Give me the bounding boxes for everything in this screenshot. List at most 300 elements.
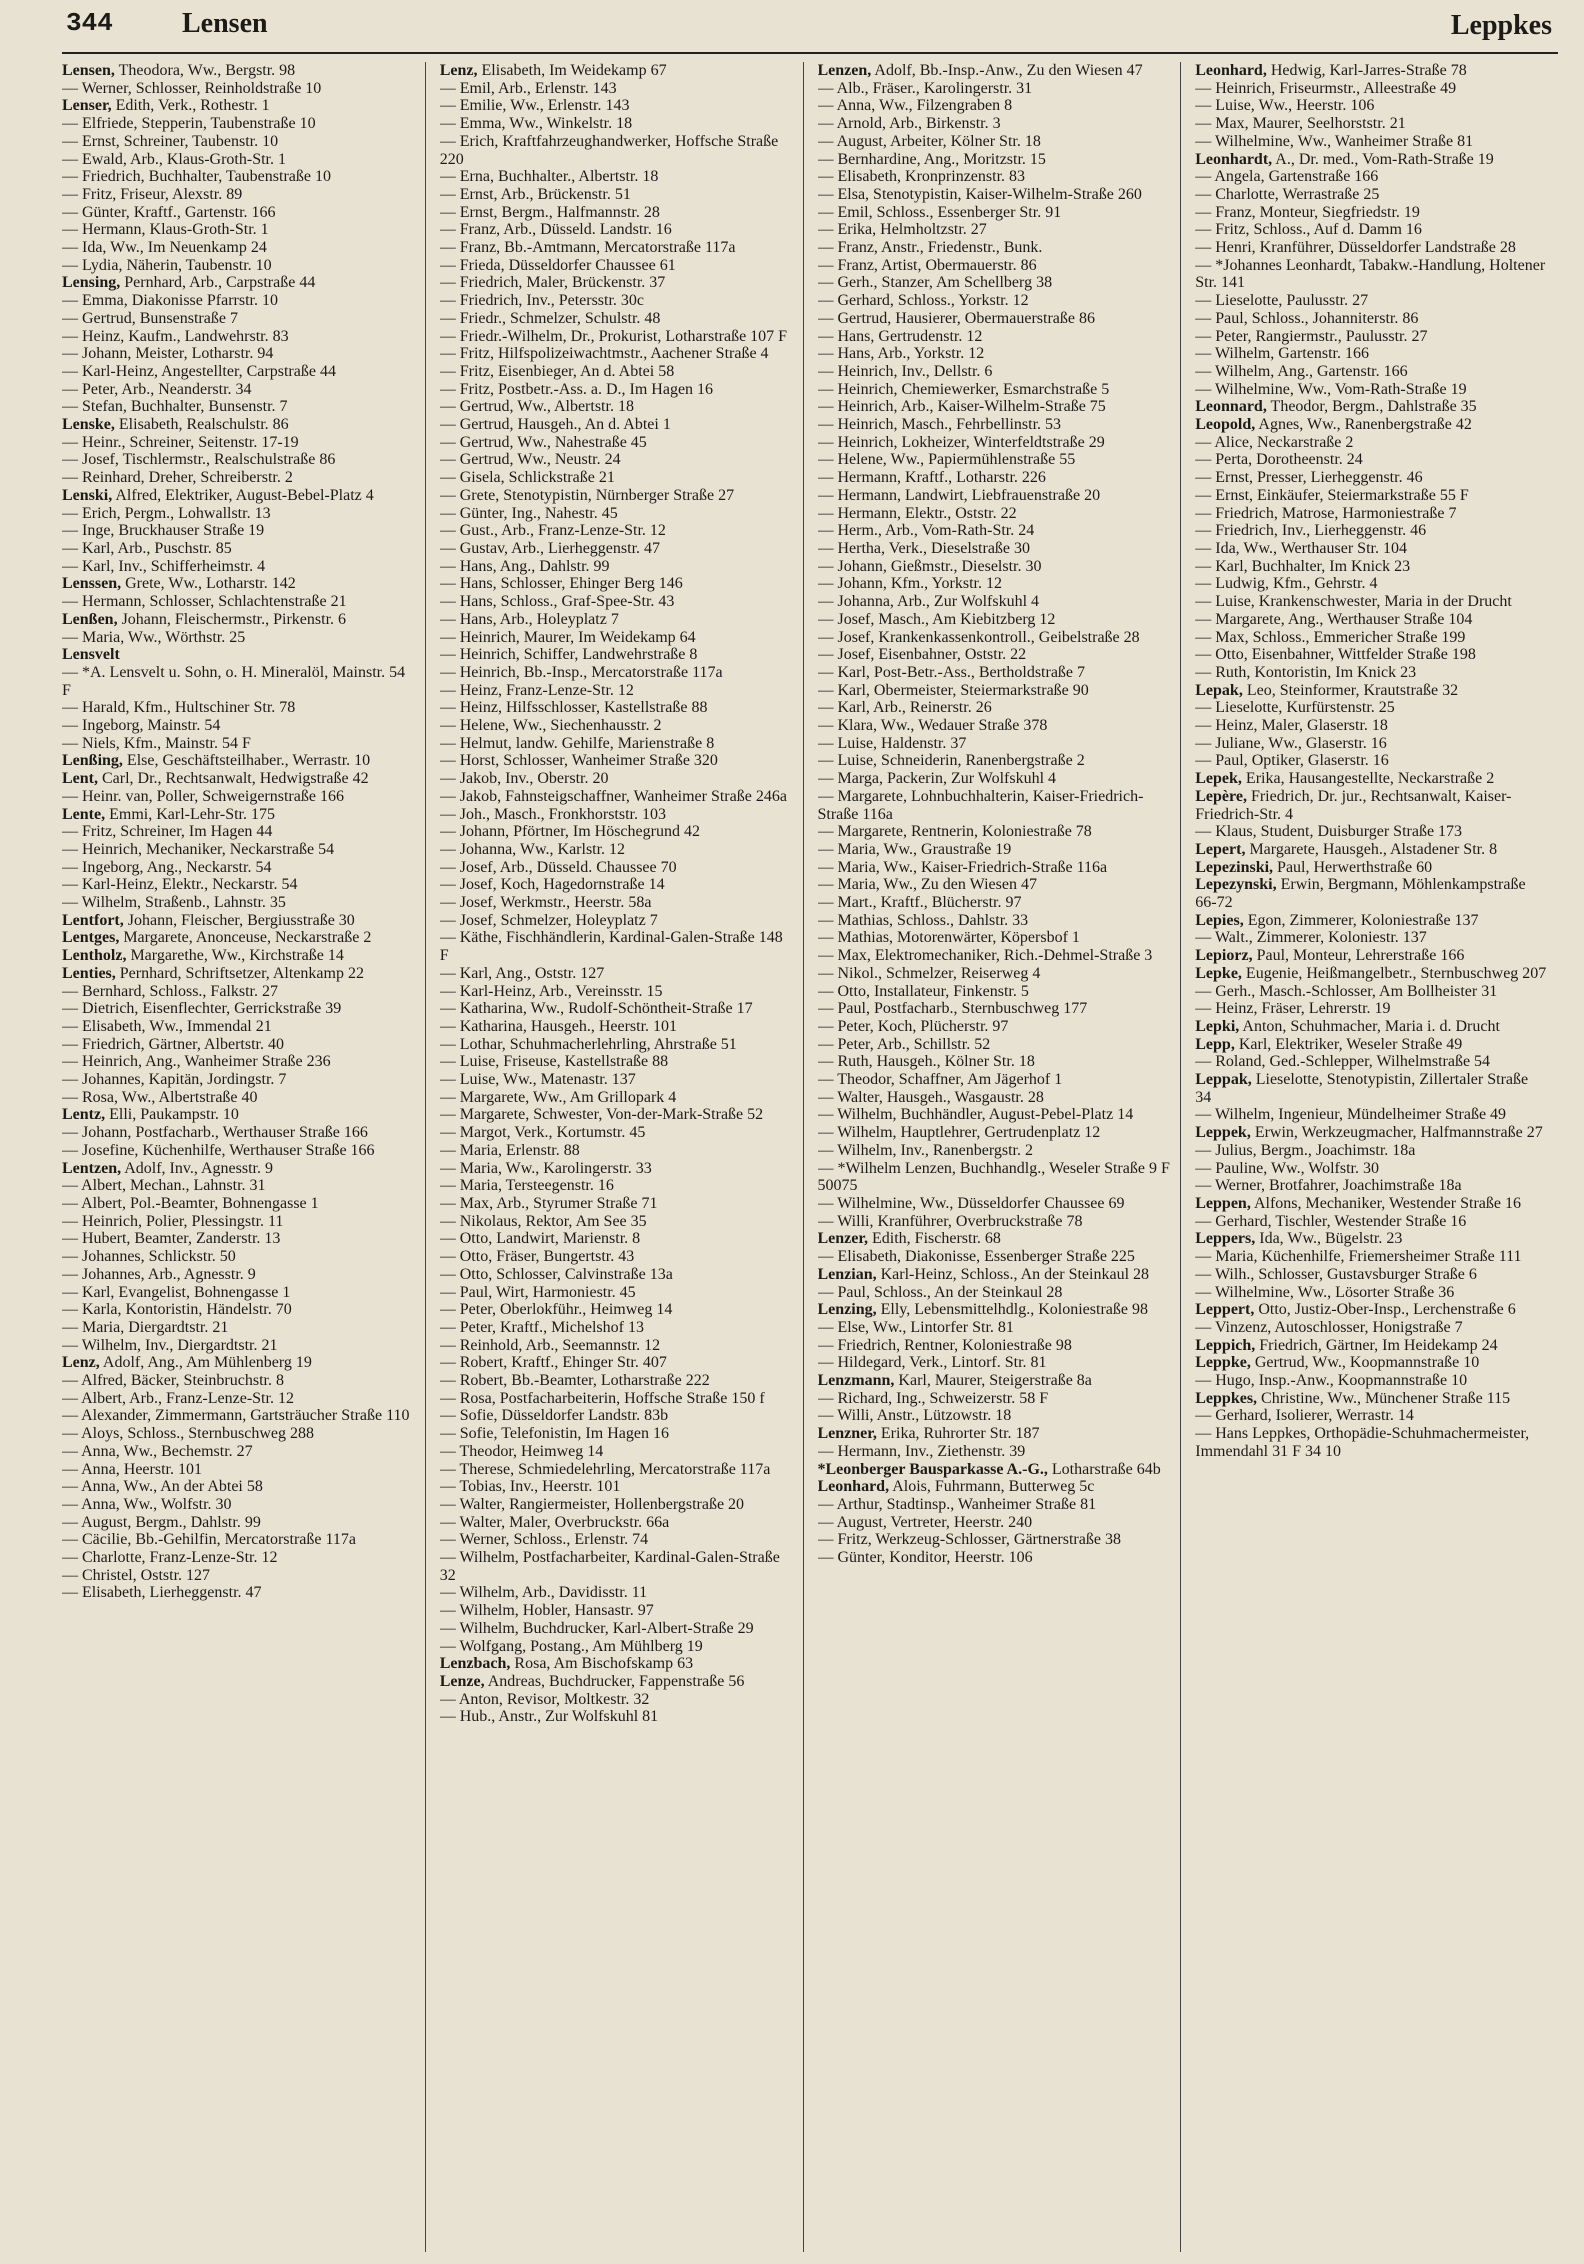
directory-entry: — Wilhelm, Ingenieur, Mündelheimer Straße 49 (1195, 1106, 1507, 1124)
directory-entry: — Heinrich, Bb.-Insp., Mercatorstraße 117a (439, 663, 723, 681)
directory-entry: — Katharina, Ww., Rudolf-Schöntheit-Straße 17 (439, 1000, 753, 1018)
directory-entry: Lenzbach, Rosa, Am Bischofskamp 63 (439, 1655, 694, 1673)
directory-entry: — Karl-Heinz, Arb., Vereinsstr. 15 (439, 982, 663, 1000)
directory-entry: — Henri, Kranführer, Düsseldorfer Landstraße 28 (1195, 239, 1516, 257)
directory-entry: — Alfred, Bäcker, Steinbruchstr. 8 (62, 1372, 284, 1390)
directory-entry: — Grete, Stenotypistin, Nürnberger Straße 27 (439, 486, 735, 504)
directory-entry: — *Wilhelm Lenzen, Buchhandlg., Weseler Straße 9 F 50075 (817, 1159, 1170, 1195)
directory-entry: — Max, Elektromechaniker, Rich.-Dehmel-Straße 3 (817, 947, 1153, 965)
directory-entry: — Albert, Pol.-Beamter, Bohnengasse 1 (62, 1195, 319, 1212)
directory-entry: Leonnard, Theodor, Bergm., Dahlstraße 35 (1195, 398, 1477, 416)
directory-entry: — Ida, Ww., Im Neuenkamp 24 (62, 239, 267, 257)
directory-entry: — Gertrud, Ww., Neustr. 24 (439, 451, 621, 469)
directory-entry: — Wilhelm, Buchdrucker, Karl-Albert-Straße 29 (439, 1619, 754, 1637)
directory-entry: — Johanna, Arb., Zur Wolfskuhl 4 (817, 593, 1040, 611)
directory-entry: Lepert, Margarete, Hausgeh., Alstadener Str. 8 (1195, 840, 1498, 858)
directory-entry: — Gertrud, Ww., Albertstr. 18 (439, 398, 634, 416)
directory-entry: — Heinrich, Chemiewerker, Esmarchstraße 5 (817, 380, 1110, 398)
directory-entry: — Maria, Ww., Zu den Wiesen 47 (817, 876, 1037, 894)
directory-entry: — Fritz, Schloss., Auf d. Damm 16 (1195, 221, 1422, 239)
directory-entry: — Werner, Schloss., Erlenstr. 74 (439, 1531, 649, 1549)
directory-entry: — Josef, Tischlermstr., Realschulstraße 86 (62, 451, 336, 469)
directory-entry: — Robert, Bb.-Beamter, Lotharstraße 222 (439, 1372, 710, 1390)
directory-entry: — Johannes, Schlickstr. 50 (62, 1248, 236, 1266)
directory-entry: — Heinrich, Maurer, Im Weidekamp 64 (439, 628, 696, 646)
directory-entry: — Lydia, Näherin, Taubenstr. 10 (62, 256, 272, 274)
directory-entry: — Charlotte, Werrastraße 25 (1195, 185, 1380, 203)
directory-entry: — Margarete, Lohnbuchhalterin, Kaiser-Friedrich-Straße 116a (817, 787, 1144, 823)
directory-entry: Lenzmann, Karl, Maurer, Steigerstraße 8a (817, 1372, 1092, 1390)
directory-entry: — Hildegard, Verk., Lintorf. Str. 81 (817, 1354, 1047, 1372)
directory-entry: — Gerh., Masch.-Schlosser, Am Bollheister 31 (1195, 982, 1498, 1000)
directory-entry: Leopold, Agnes, Ww., Ranenbergstraße 42 (1195, 416, 1472, 434)
directory-entry: — Anna, Heerstr. 101 (62, 1460, 202, 1478)
directory-entry: — Tobias, Inv., Heerstr. 101 (439, 1478, 621, 1496)
directory-entry: — Maria, Ww., Karolingerstr. 33 (439, 1159, 652, 1177)
directory-entry: — Peter, Rangiermstr., Paulusstr. 27 (1195, 327, 1428, 345)
directory-entry: — Erna, Buchhalter., Albertstr. 18 (439, 168, 659, 186)
directory-entry: — Emma, Diakonisse Pfarrstr. 10 (62, 292, 278, 310)
directory-entry: — Luise, Ww., Heerstr. 106 (1195, 97, 1375, 115)
directory-entry: — Gertrud, Bunsenstraße 7 (62, 309, 238, 327)
directory-entry: Lenzner, Erika, Ruhrorter Str. 187 (817, 1425, 1040, 1443)
directory-entry: — Wilhelm, Hauptlehrer, Gertrudenplatz 12 (817, 1124, 1101, 1142)
directory-entry: — Hermann, Klaus-Groth-Str. 1 (62, 221, 269, 239)
directory-entry: — Günter, Konditor, Heerstr. 106 (817, 1549, 1033, 1567)
directory-entry: Lentges, Margarete, Anonceuse, Neckarstraße 2 (62, 929, 372, 947)
directory-entry: — Paul, Postfacharb., Sternbuschweg 177 (817, 1000, 1088, 1018)
directory-entry: — Ruth, Kontoristin, Im Knick 23 (1195, 663, 1417, 681)
directory-entry: — Helene, Ww., Siechenhausstr. 2 (439, 717, 662, 735)
directory-entry: — Elisabeth, Diakonisse, Essenberger Straße 225 (817, 1248, 1135, 1266)
directory-entry: — Mathias, Schloss., Dahlstr. 33 (817, 911, 1029, 929)
directory-entry: Lenski, Alfred, Elektriker, August-Bebel-Platz 4 (62, 486, 374, 504)
directory-entry: — Alice, Neckarstraße 2 (1195, 433, 1354, 451)
directory-entry: — Charlotte, Franz-Lenze-Str. 12 (62, 1549, 278, 1567)
directory-entry: — Peter, Kraftf., Michelshof 13 (439, 1318, 644, 1336)
directory-entry: — Hermann, Schlosser, Schlachtenstraße 21 (62, 593, 347, 611)
directory-entry: — Aloys, Schloss., Sternbuschweg 288 (62, 1425, 314, 1443)
directory-entry: — Wilhelm, Buchhändler, August-Pebel-Platz 14 (817, 1106, 1134, 1124)
directory-entry: — Klara, Ww., Wedauer Straße 378 (817, 717, 1048, 735)
directory-entry: — Fritz, Eisenbieger, An d. Abtei 58 (439, 362, 675, 380)
directory-entry: — Maria, Ww., Graustraße 19 (817, 840, 1012, 858)
directory-entry: — Vinzenz, Autoschlosser, Honigstraße 7 (1195, 1318, 1463, 1336)
directory-entry: — Robert, Kraftf., Ehinger Str. 407 (439, 1354, 667, 1372)
directory-entry: — Heinrich, Inv., Dellstr. 6 (817, 362, 993, 380)
directory-entry: — Friedrich, Inv., Petersstr. 30c (439, 292, 645, 310)
directory-entry: — Otto, Fräser, Bungertstr. 43 (439, 1248, 635, 1266)
directory-entry: — Peter, Koch, Plücherstr. 97 (817, 1017, 1009, 1035)
directory-entry: — Therese, Schmiedelehrling, Mercatorstraße 117a (439, 1460, 771, 1478)
directory-entry: — Hermann, Inv., Ziethenstr. 39 (817, 1442, 1026, 1460)
directory-entry: — Walter, Maler, Overbruckstr. 66a (439, 1513, 670, 1531)
directory-entry: — Lothar, Schuhmacherlehrling, Ahrstraße 51 (439, 1035, 737, 1053)
directory-entry: — Karl, Inv., Schifferheimstr. 4 (62, 557, 266, 575)
directory-entry: — Heinz, Fräser, Lehrerstr. 19 (1195, 1000, 1391, 1018)
directory-entry: — Peter, Arb., Neanderstr. 34 (62, 380, 252, 398)
directory-entry: Lentzen, Adolf, Inv., Agnesstr. 9 (62, 1159, 273, 1177)
directory-entry: Lepies, Egon, Zimmerer, Koloniestraße 137 (1195, 911, 1479, 929)
directory-entry: Lenzian, Karl-Heinz, Schloss., An der Steinkaul 28 (817, 1265, 1150, 1283)
directory-entry: Lenssen, Grete, Ww., Lotharstr. 142 (62, 575, 296, 593)
directory-entry: — Gertrud, Hausierer, Obermauerstraße 86 (817, 309, 1095, 327)
directory-entry: — Erika, Helmholtzstr. 27 (817, 221, 987, 239)
directory-entry: — Heinrich, Mechaniker, Neckarstraße 54 (62, 840, 335, 858)
directory-entry: Leonhard, Hedwig, Karl-Jarres-Straße 78 (1195, 62, 1467, 79)
directory-entry: — Paul, Schloss., An der Steinkaul 28 (817, 1283, 1063, 1301)
directory-entry: — Angela, Gartenstraße 166 (1195, 168, 1379, 186)
directory-entry: — Werner, Schlosser, Reinholdstraße 10 (62, 79, 322, 97)
directory-entry: Lenzing, Elly, Lebensmittelhdlg., Koloniestraße 98 (817, 1301, 1148, 1319)
directory-entry: — Hans, Ang., Dahlstr. 99 (439, 557, 610, 575)
directory-entry: — Jakob, Inv., Oberstr. 20 (439, 770, 609, 788)
directory-entry: — Pauline, Ww., Wolfstr. 30 (1195, 1159, 1379, 1177)
directory-entry: Lenz, Adolf, Ang., Am Mühlenberg 19 (62, 1354, 312, 1372)
directory-entry: — Fritz, Friseur, Alexstr. 89 (62, 185, 243, 203)
directory-entry: — Hertha, Verk., Dieselstraße 30 (817, 539, 1031, 557)
directory-entry: — Karl, Arb., Reinerstr. 26 (817, 699, 992, 717)
directory-entry: — Hans, Arb., Holeyplatz 7 (439, 610, 619, 628)
directory-entry: — Fritz, Werkzeug-Schlosser, Gärtnerstraße 38 (817, 1531, 1121, 1549)
directory-entry: — Margot, Verk., Kortumstr. 45 (439, 1124, 646, 1142)
directory-entry: — Hermann, Kraftf., Lotharstr. 226 (817, 469, 1046, 487)
directory-entry: — Johann, Postfacharb., Werthauser Straße 166 (62, 1124, 368, 1142)
column-4 (1195, 62, 1558, 2252)
directory-entry: — Paul, Wirt, Harmoniestr. 45 (439, 1283, 636, 1301)
directory-entry: — Hans, Schloss., Graf-Spee-Str. 43 (439, 593, 675, 611)
directory-entry: Lepiorz, Paul, Monteur, Lehrerstraße 166 (1195, 947, 1465, 965)
directory-entry: — Arnold, Arb., Birkenstr. 3 (817, 115, 1001, 133)
directory-entry: — Elsa, Stenotypistin, Kaiser-Wilhelm-Straße 260 (817, 185, 1142, 203)
directory-entry: — Walter, Hausgeh., Wasgaustr. 28 (817, 1088, 1044, 1106)
directory-entry: — Helene, Ww., Papiermühlenstraße 55 (817, 451, 1076, 469)
directory-entry: Leonhardt, A., Dr. med., Vom-Rath-Straße 19 (1195, 150, 1494, 168)
directory-entry: — Otto, Schlosser, Calvinstraße 13a (439, 1265, 673, 1283)
directory-entry: — Maria, Erlenstr. 88 (439, 1141, 580, 1159)
directory-entry: Lepke, Eugenie, Heißmangelbetr., Sternbuschweg 207 (1195, 964, 1547, 982)
directory-entry: Lepki, Anton, Schuhmacher, Maria i. d. Drucht (1195, 1017, 1500, 1035)
directory-entry: — Maria, Ww., Kaiser-Friedrich-Straße 116a (817, 858, 1108, 876)
directory-entry: — Günter, Ing., Nahestr. 45 (439, 504, 618, 522)
directory-entry: — Josefine, Küchenhilfe, Werthauser Straße 166 (62, 1141, 375, 1159)
directory-entry: Lentholz, Margarethe, Ww., Kirchstraße 14 (62, 947, 344, 965)
directory-entry: — Hugo, Insp.-Anw., Koopmannstraße 10 (1195, 1372, 1468, 1390)
directory-entry: — Walt., Zimmerer, Koloniestr. 137 (1195, 929, 1427, 947)
directory-entry: Leppkes, Christine, Ww., Münchener Straße 115 (1195, 1389, 1511, 1407)
directory-entry: — Maria, Diergardtstr. 21 (62, 1318, 229, 1336)
directory-entry: — Lieselotte, Paulusstr. 27 (1195, 292, 1369, 310)
directory-entry: — Elisabeth, Ww., Immendal 21 (62, 1017, 272, 1035)
directory-entry: Lepezinski, Paul, Herwerthstraße 60 (1195, 858, 1433, 876)
directory-entry: — Julius, Bergm., Joachimstr. 18a (1195, 1141, 1416, 1159)
directory-entry: — Margarete, Ww., Am Grillopark 4 (439, 1088, 677, 1106)
directory-entry: — Reinhold, Arb., Seemannstr. 12 (439, 1336, 661, 1354)
directory-entry: — Heinz, Maler, Glaserstr. 18 (1195, 717, 1388, 735)
directory-entry: — Wilhelmine, Ww., Vom-Rath-Straße 19 (1195, 380, 1467, 398)
directory-entry: — Ernst, Arb., Brückenstr. 51 (439, 185, 631, 203)
directory-entry: — Heinrich, Lokheizer, Winterfeldtstraße 29 (817, 433, 1105, 451)
directory-entry: — Karl, Arb., Puschstr. 85 (62, 539, 232, 557)
directory-entry: — Otto, Landwirt, Marienstr. 8 (439, 1230, 641, 1248)
directory-entry: — Heinz, Kaufm., Landwehrstr. 83 (62, 327, 289, 345)
directory-entry: — Karl, Obermeister, Steiermarkstraße 90 (817, 681, 1089, 699)
directory-entry: Leppert, Otto, Justiz-Ober-Insp., Lerchenstraße 6 (1195, 1301, 1516, 1319)
page-header (62, 8, 1558, 54)
directory-entry: — Karla, Kontoristin, Händelstr. 70 (62, 1301, 292, 1319)
directory-entry: — Arthur, Stadtinsp., Wanheimer Straße 81 (817, 1495, 1097, 1513)
directory-entry: — Wilhelmine, Ww., Wanheimer Straße 81 (1195, 132, 1474, 150)
page-number: 344 (66, 8, 113, 38)
directory-entry: — Willi, Anstr., Lützowstr. 18 (817, 1407, 1012, 1425)
directory-entry: — Albert, Mechan., Lahnstr. 31 (62, 1177, 266, 1195)
directory-entry: — Elisabeth, Lierheggenstr. 47 (62, 1584, 262, 1602)
directory-entry: — Karl, Evangelist, Bohnengasse 1 (62, 1283, 291, 1301)
directory-entry: Lenz, Elisabeth, Im Weidekamp 67 (439, 62, 667, 79)
directory-entry: — Friedrich, Gärtner, Albertstr. 40 (62, 1035, 284, 1053)
directory-entry: — Johannes, Arb., Agnesstr. 9 (62, 1265, 256, 1283)
directory-entry: — Franz, Bb.-Amtmann, Mercatorstraße 117a (439, 239, 736, 257)
directory-entry: — Margarete, Rentnerin, Koloniestraße 78 (817, 823, 1092, 841)
directory-entry: *Leonberger Bausparkasse A.-G., Lotharstraße 64b (817, 1460, 1161, 1478)
directory-entry: — Rosa, Postfacharbeiterin, Hoffsche Straße 150 f (439, 1389, 765, 1407)
directory-entry: — Anna, Ww., An der Abtei 58 (62, 1478, 263, 1496)
directory-entry: — Elfriede, Stepperin, Taubenstraße 10 (62, 115, 316, 133)
directory-entry: — Hermann, Elektr., Oststr. 22 (817, 504, 1017, 522)
directory-entry: — Friedrich, Matrose, Harmoniestraße 7 (1195, 504, 1457, 522)
directory-entry: — Mathias, Motorenwärter, Köpersbof 1 (817, 929, 1080, 947)
directory-entry: — Friedr.-Wilhelm, Dr., Prokurist, Lotharstraße 107 F (439, 327, 788, 345)
directory-entry: — Frieda, Düsseldorfer Chaussee 61 (439, 256, 676, 274)
directory-entry: — Josef, Werkmstr., Heerstr. 58a (439, 894, 652, 912)
directory-entry: — Christel, Oststr. 127 (62, 1566, 211, 1584)
directory-entry: — Inge, Bruckhauser Straße 19 (62, 522, 265, 540)
directory-entry: — Ernst, Presser, Lierheggenstr. 46 (1195, 469, 1423, 487)
directory-entry: — Ingeborg, Mainstr. 54 (62, 717, 221, 735)
directory-entry: — Anna, Ww., Wolfstr. 30 (62, 1495, 232, 1513)
directory-entry: Lente, Emmi, Karl-Lehr-Str. 175 (62, 805, 275, 823)
directory-entry: — Gertrud, Ww., Nahestraße 45 (439, 433, 647, 451)
directory-entry: Lepak, Leo, Steinformer, Krautstraße 32 (1195, 681, 1459, 699)
directory-entry: — Bernhardine, Ang., Moritzstr. 15 (817, 150, 1046, 168)
directory-entry: — Gisela, Schlickstraße 21 (439, 469, 615, 487)
directory-entry: — Albert, Arb., Franz-Lenze-Str. 12 (62, 1389, 294, 1407)
directory-entry: — *A. Lensvelt u. Sohn, o. H. Mineralöl, Mainstr. 54 F (62, 663, 406, 699)
directory-entry: — Nikol., Schmelzer, Reiserweg 4 (817, 964, 1041, 982)
directory-entry: — Friedr., Schmelzer, Schulstr. 48 (439, 309, 661, 327)
directory-entry: — Wilhelm, Ang., Gartenstr. 166 (1195, 362, 1408, 380)
directory-entry: — Ingeborg, Ang., Neckarstr. 54 (62, 858, 272, 876)
directory-entry: — Max, Maurer, Seelhorststr. 21 (1195, 115, 1406, 133)
directory-entry: — Roland, Ged.-Schlepper, Wilhelmstraße 54 (1195, 1053, 1491, 1071)
directory-entry: — Johanna, Ww., Karlstr. 12 (439, 840, 626, 858)
directory-entry: — Josef, Schmelzer, Holeyplatz 7 (439, 911, 658, 929)
directory-entry: — Theodor, Schaffner, Am Jägerhof 1 (817, 1071, 1063, 1089)
directory-entry: — Ernst, Bergm., Halfmannstr. 28 (439, 203, 660, 221)
directory-entry: — Jakob, Fahnsteigschaffner, Wanheimer Straße 246a (439, 787, 787, 805)
directory-entry: — Emil, Schloss., Essenberger Str. 91 (817, 203, 1062, 221)
directory-entry: — August, Vertreter, Heerstr. 240 (817, 1513, 1033, 1531)
directory-entry: — Ruth, Hausgeh., Kölner Str. 18 (817, 1053, 1035, 1071)
header-first-entry: Lensen (182, 8, 268, 39)
directory-entry: — Karl, Ang., Oststr. 127 (439, 964, 605, 982)
directory-entry: Lenser, Edith, Verk., Rothestr. 1 (62, 97, 270, 115)
directory-entry: — Anton, Revisor, Moltkestr. 32 (439, 1690, 650, 1708)
directory-entry: — Stefan, Buchhalter, Bunsenstr. 7 (62, 398, 288, 416)
directory-entry: — Emma, Ww., Winkelstr. 18 (439, 115, 633, 133)
directory-entry: — Gustav, Arb., Lierheggenstr. 47 (439, 539, 661, 557)
directory-entry: — Hans, Schlosser, Ehinger Berg 146 (439, 575, 683, 593)
directory-entry: — Wilhelm, Postfacharbeiter, Kardinal-Galen-Straße 32 (439, 1549, 780, 1584)
directory-entry: — Günter, Kraftf., Gartenstr. 166 (62, 203, 276, 221)
directory-entry: — Josef, Masch., Am Kiebitzberg 12 (817, 610, 1056, 628)
directory-entry: Lenzen, Adolf, Bb.-Insp.-Anw., Zu den Wiesen 47 (817, 62, 1143, 79)
directory-entry: Leppers, Ida, Ww., Bügelstr. 23 (1195, 1230, 1403, 1248)
directory-entry: — Maria, Tersteegenstr. 16 (439, 1177, 614, 1195)
directory-entry: — Hans, Arb., Yorkstr. 12 (817, 345, 985, 363)
directory-entry: — Maria, Küchenhilfe, Friemersheimer Straße 111 (1195, 1248, 1522, 1266)
directory-entry: Lensvelt (62, 646, 120, 664)
directory-entry: — Johannes, Kapitän, Jordingstr. 7 (62, 1071, 287, 1089)
directory-entry: — Else, Ww., Lintorfer Str. 81 (817, 1318, 1014, 1336)
directory-entry: — Erich, Pergm., Lohwallstr. 13 (62, 504, 271, 522)
directory-entry: — Willi, Kranführer, Overbruckstraße 78 (817, 1212, 1083, 1230)
directory-entry: — Wilhelmine, Ww., Lösorter Straße 36 (1195, 1283, 1455, 1301)
directory-entry: — Josef, Arb., Düsseld. Chaussee 70 (439, 858, 677, 876)
directory-entry: — Emil, Arb., Erlenstr. 143 (439, 79, 617, 97)
directory-entry: — Josef, Krankenkassenkontroll., Geibelstraße 28 (817, 628, 1140, 646)
header-last-entry: Leppkes (1450, 10, 1552, 41)
directory-entry: — Sofie, Telefonistin, Im Hagen 16 (439, 1425, 669, 1443)
directory-entry: — Lieselotte, Kurfürstenstr. 25 (1195, 699, 1395, 717)
directory-entry: — Nikolaus, Rektor, Am See 35 (439, 1212, 647, 1230)
directory-entry: — Katharina, Hausgeh., Heerstr. 101 (439, 1017, 678, 1035)
directory-entry: — Maria, Ww., Wörthstr. 25 (62, 628, 246, 646)
directory-entry: — Richard, Ing., Schweizerstr. 58 F (817, 1389, 1049, 1407)
directory-entry: — Ernst, Schreiner, Taubenstr. 10 (62, 132, 279, 150)
directory-entry: — Horst, Schlosser, Wanheimer Straße 320 (439, 752, 718, 770)
directory-entry: — Max, Arb., Styrumer Straße 71 (439, 1195, 658, 1212)
directory-entry: — Johann, Gießmstr., Dieselstr. 30 (817, 557, 1042, 575)
directory-entry: — Wilhelm, Inv., Ranenbergstr. 2 (817, 1141, 1033, 1159)
directory-entry: — August, Arbeiter, Kölner Str. 18 (817, 132, 1041, 150)
directory-entry: — Peter, Oberlokführ., Heimweg 14 (439, 1301, 673, 1319)
directory-entry: — Heinrich, Schiffer, Landwehrstraße 8 (439, 646, 698, 664)
directory-entry: — Reinhard, Dreher, Schreiberstr. 2 (62, 469, 293, 487)
directory-entry: — Friedrich, Rentner, Koloniestraße 98 (817, 1336, 1072, 1354)
directory-entry: — Heinrich, Polier, Plessingstr. 11 (62, 1212, 284, 1230)
directory-entry: Lensing, Pernhard, Arb., Carpstraße 44 (62, 274, 316, 292)
directory-entry: — Gerhard, Isolierer, Werrastr. 14 (1195, 1407, 1414, 1425)
directory-entry: — Niels, Kfm., Mainstr. 54 F (62, 734, 251, 752)
directory-entry: — Franz, Artist, Obermauerstr. 86 (817, 256, 1037, 274)
directory-entry: — Paul, Schloss., Johanniterstr. 86 (1195, 309, 1419, 327)
directory-entry: Lenßing, Else, Geschäftsteilhaber., Werrastr. 10 (62, 752, 371, 770)
directory-entry: — Heinrich, Masch., Fehrbellinstr. 53 (817, 416, 1062, 434)
directory-entry: Lepp, Karl, Elektriker, Weseler Straße 49 (1195, 1035, 1463, 1053)
directory-entry: Lentz, Elli, Paukampstr. 10 (62, 1106, 239, 1124)
directory-entry: — Friedrich, Buchhalter, Taubenstraße 10 (62, 168, 331, 186)
directory-entry: Lensen, Theodora, Ww., Bergstr. 98 (62, 62, 296, 79)
directory-entry: — Wilhelm, Straßenb., Lahnstr. 35 (62, 894, 286, 912)
directory-entry: — Heinr., Schreiner, Seitenstr. 17-19 (62, 433, 299, 451)
directory-entry: — Hermann, Landwirt, Liebfrauenstraße 20 (817, 486, 1101, 504)
directory-entry: — Johann, Kfm., Yorkstr. 12 (817, 575, 1002, 593)
directory-entry: — Friedrich, Inv., Lierheggenstr. 46 (1195, 522, 1427, 540)
directory-entry: — Walter, Rangiermeister, Hollenbergstraße 20 (439, 1495, 745, 1513)
directory-entry: Lentfort, Johann, Fleischer, Bergiusstraße 30 (62, 911, 355, 929)
directory-entry: — *Johannes Leonhardt, Tabakw.-Handlung, Holtener Str. 141 (1195, 256, 1546, 292)
directory-entry: — Gertrud, Hausgeh., An d. Abtei 1 (439, 416, 671, 434)
directory-entry: Lenze, Andreas, Buchdrucker, Fappenstraße 56 (439, 1672, 745, 1690)
directory-entry: — Ewald, Arb., Klaus-Groth-Str. 1 (62, 150, 286, 168)
directory-entry: — Wolfgang, Postang., Am Mühlberg 19 (439, 1637, 703, 1655)
directory-entry: — Josef, Koch, Hagedornstraße 14 (439, 876, 665, 894)
directory-entry: — Heinrich, Ang., Wanheimer Straße 236 (62, 1053, 331, 1071)
directory-entry: — Gerh., Stanzer, Am Schellberg 38 (817, 274, 1053, 292)
directory-entry: — Wilhelmine, Ww., Düsseldorfer Chaussee 69 (817, 1195, 1125, 1212)
directory-entry: — Karl, Buchhalter, Im Knick 23 (1195, 557, 1411, 575)
directory-entry: — Dietrich, Eisenflechter, Gerrickstraße 39 (62, 1000, 342, 1018)
directory-entry: Lepek, Erika, Hausangestellte, Neckarstraße 2 (1195, 770, 1495, 788)
directory-entry: — Alb., Fräser., Karolingerstr. 31 (817, 79, 1033, 97)
directory-entry: Lepezynski, Erwin, Bergmann, Möhlenkampstraße 66-72 (1195, 876, 1526, 912)
directory-entry: — Cäcilie, Bb.-Gehilfin, Mercatorstraße 117a (62, 1531, 356, 1549)
directory-entry: — Franz, Monteur, Siegfriedstr. 19 (1195, 203, 1420, 221)
directory-entry: Leppak, Lieselotte, Stenotypistin, Zillertaler Straße 34 (1195, 1071, 1529, 1106)
directory-entry: Leppke, Gertrud, Ww., Koopmannstraße 10 (1195, 1354, 1480, 1372)
directory-entry: — Karl-Heinz, Elektr., Neckarstr. 54 (62, 876, 298, 894)
directory-entry: — Joh., Masch., Fronkhorststr. 103 (439, 805, 666, 823)
directory-entry: — Hub., Anstr., Zur Wolfskuhl 81 (439, 1708, 659, 1726)
directory-entry: — Anna, Ww., Filzengraben 8 (817, 97, 1013, 115)
directory-entry: — Sofie, Düsseldorfer Landstr. 83b (439, 1407, 669, 1425)
directory-entry: — Fritz, Schreiner, Im Hagen 44 (62, 823, 273, 841)
directory-entry: — Rosa, Ww., Albertstraße 40 (62, 1088, 258, 1106)
directory-entry: Leppen, Alfons, Mechaniker, Westender Straße 16 (1195, 1195, 1521, 1212)
directory-entry: — Ludwig, Kfm., Gehrstr. 4 (1195, 575, 1378, 593)
directory-entry: — Franz, Anstr., Friedenstr., Bunk. (817, 239, 1043, 257)
directory-entry: Lepère, Friedrich, Dr. jur., Rechtsanwalt, Kaiser-Friedrich-Str. 4 (1195, 787, 1512, 823)
directory-entry: Lenzer, Edith, Fischerstr. 68 (817, 1230, 1001, 1248)
directory-entry: — Werner, Brotfahrer, Joachimstraße 18a (1195, 1177, 1462, 1195)
column-1 (62, 62, 426, 2252)
directory-entry: — Hans, Gertrudenstr. 12 (817, 327, 983, 345)
directory-entry: — Ernst, Einkäufer, Steiermarkstraße 55 F (1195, 486, 1469, 504)
directory-entry: — Luise, Friseuse, Kastellstraße 88 (439, 1053, 669, 1071)
directory-entry: — Margarete, Ang., Werthauser Straße 104 (1195, 610, 1473, 628)
column-3 (818, 62, 1182, 2252)
directory-entry: Leppich, Friedrich, Gärtner, Im Heidekamp 24 (1195, 1336, 1498, 1354)
directory-entry: — Max, Schloss., Emmericher Straße 199 (1195, 628, 1466, 646)
directory-entry: — Helmut, landw. Gehilfe, Marienstraße 8 (439, 734, 715, 752)
directory-entry: — Emilie, Ww., Erlenstr. 143 (439, 97, 630, 115)
directory-entry: — Wilhelm, Hobler, Hansastr. 97 (439, 1602, 654, 1620)
directory-entry: — Peter, Arb., Schillstr. 52 (817, 1035, 991, 1053)
directory-entry: — Franz, Arb., Düsseld. Landstr. 16 (439, 221, 672, 239)
directory-entry: — Karl, Post-Betr.-Ass., Bertholdstraße 7 (817, 663, 1086, 681)
directory-entry: Lenties, Pernhard, Schriftsetzer, Altenkamp 22 (62, 964, 364, 982)
directory-entry: — Heinrich, Friseurmstr., Alleestraße 49 (1195, 79, 1457, 97)
directory-entry: — Käthe, Fischhändlerin, Kardinal-Galen-Straße 148 F (439, 929, 783, 965)
directory-entry: — Klaus, Student, Duisburger Straße 173 (1195, 823, 1463, 841)
directory-entry: — Hubert, Beamter, Zanderstr. 13 (62, 1230, 281, 1248)
directory-entry: — Otto, Installateur, Finkenstr. 5 (817, 982, 1029, 1000)
directory-entry: — Wilhelm, Inv., Diergardtstr. 21 (62, 1336, 278, 1354)
directory-entry: — Heinz, Hilfsschlosser, Kastellstraße 88 (439, 699, 708, 717)
directory-entry: Lenske, Elisabeth, Realschulstr. 86 (62, 416, 289, 434)
directory-entry: — Heinr. van, Poller, Schweigernstraße 166 (62, 787, 344, 805)
